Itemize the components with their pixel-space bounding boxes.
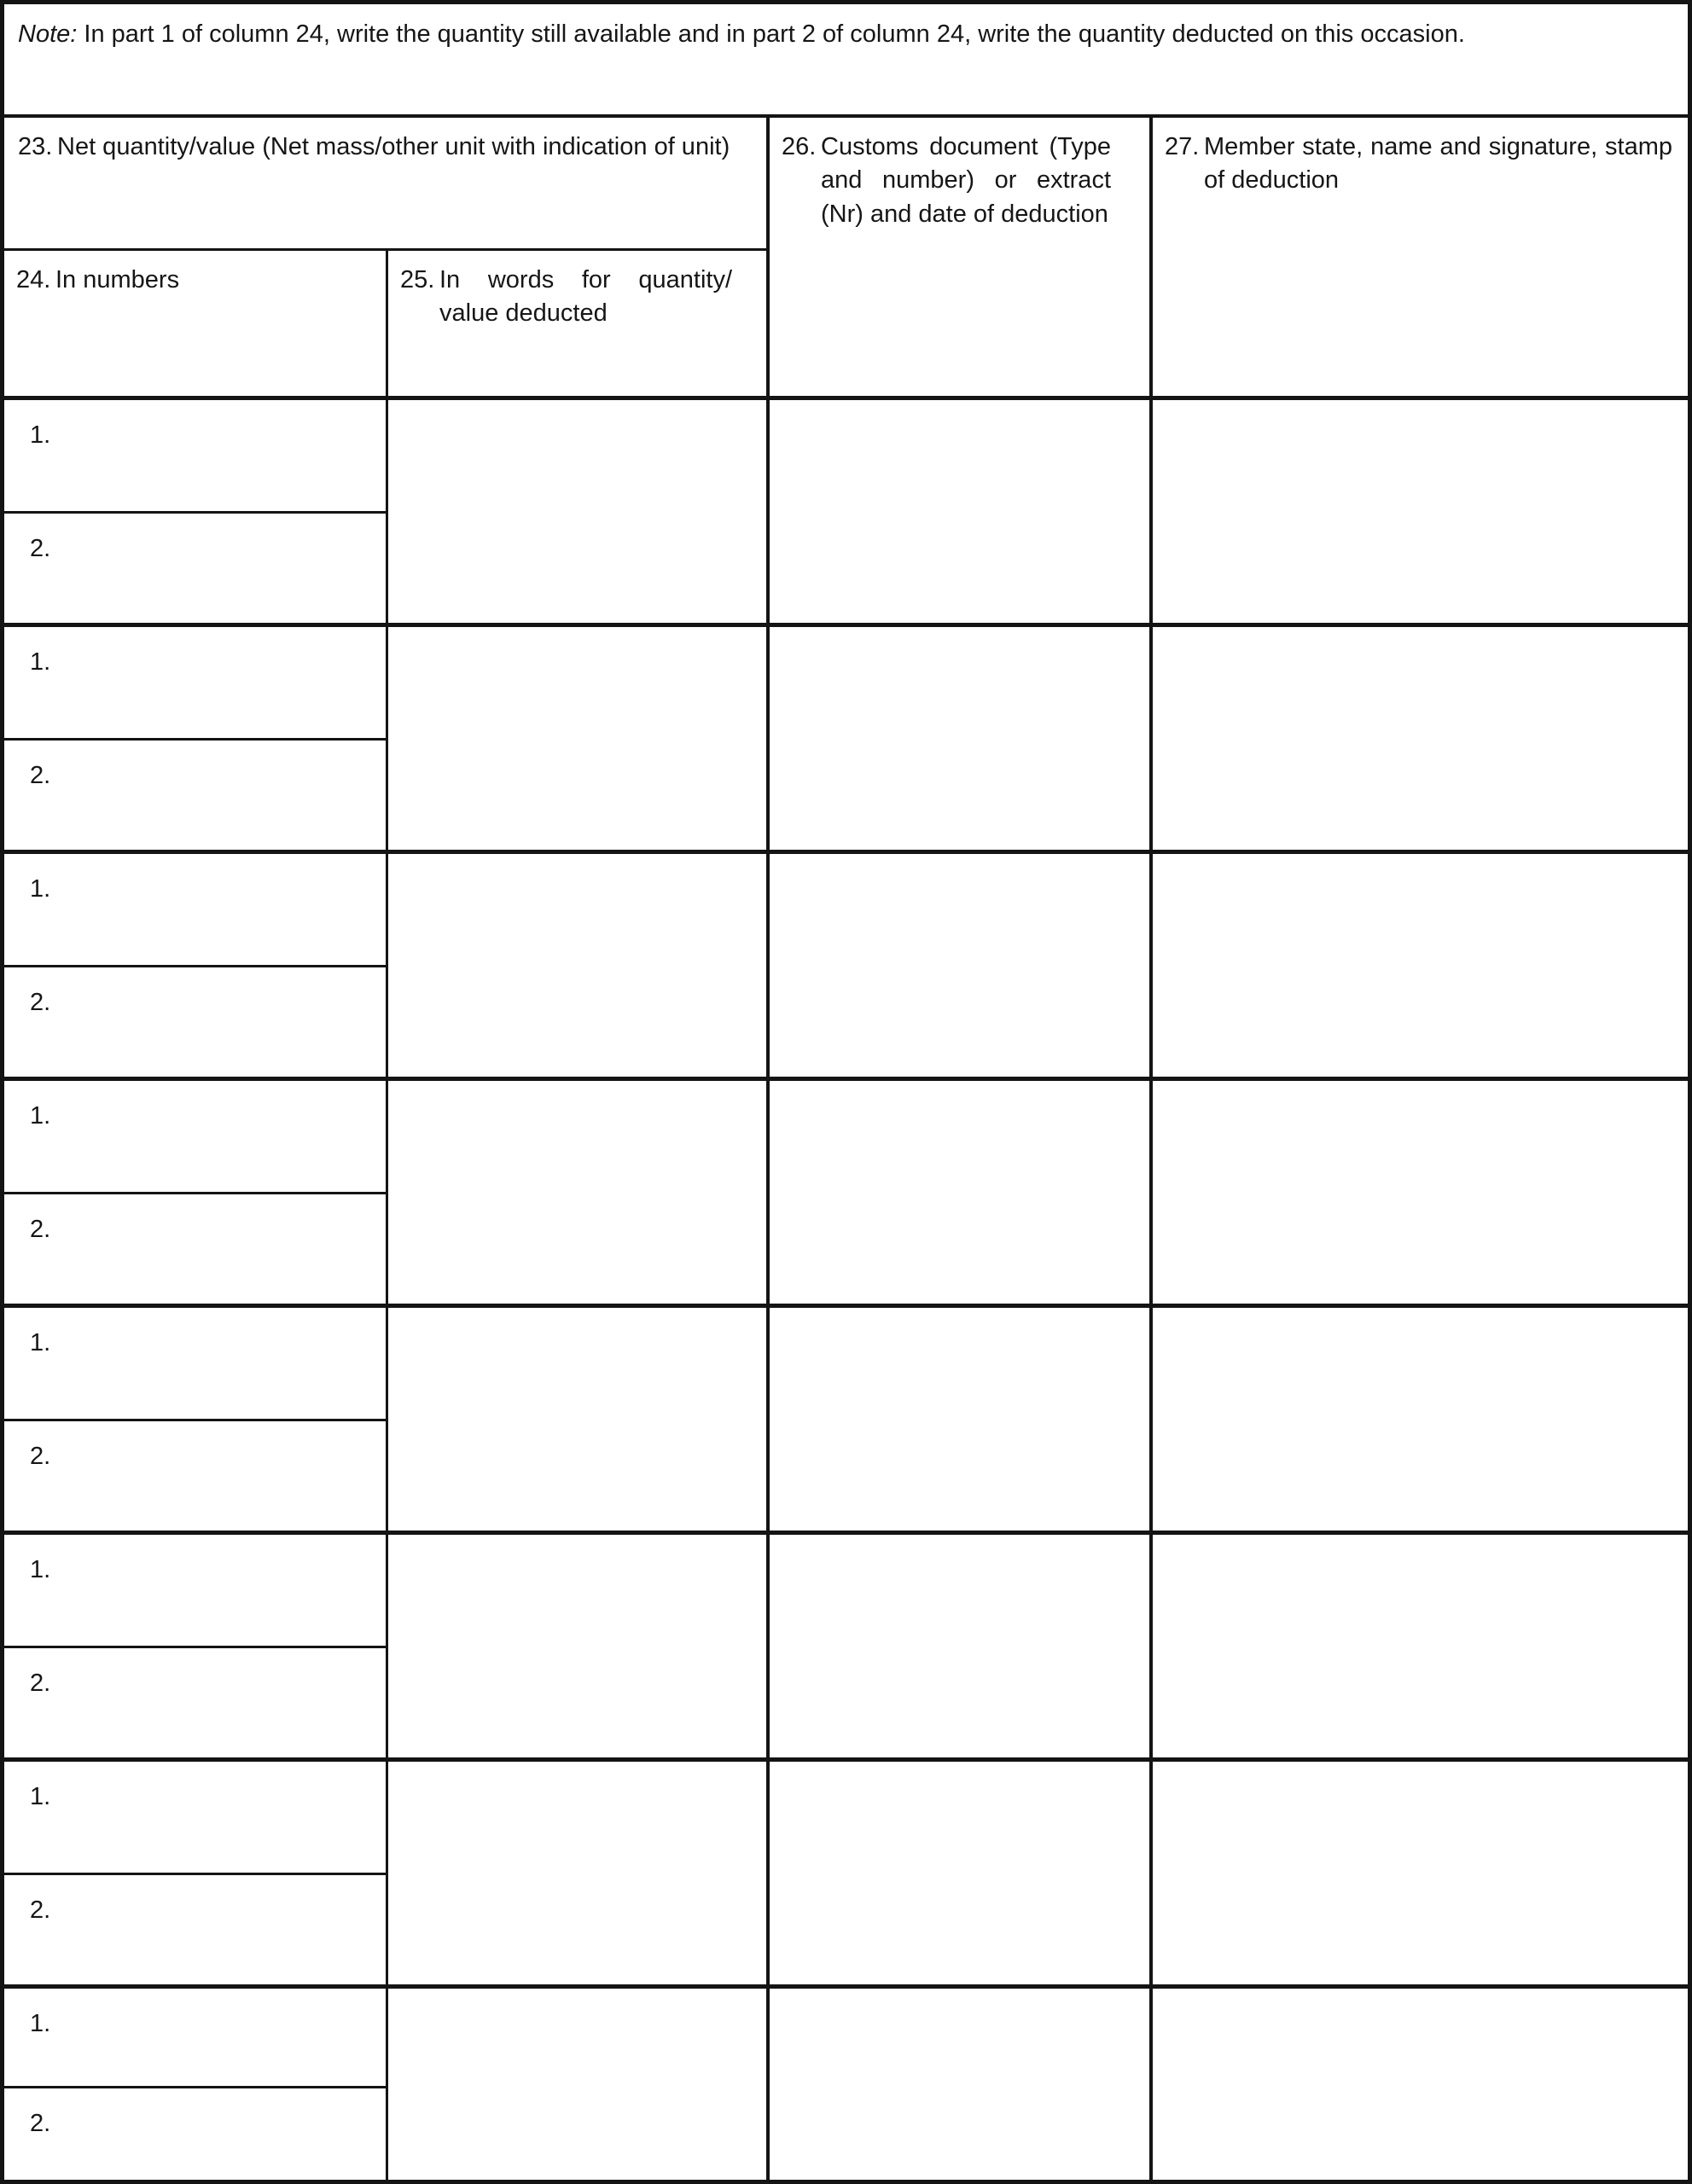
table-row-group-7 xyxy=(4,1762,1688,1989)
header-label-26: Customs document (Type and number) or extract (Nr) and date of deduction xyxy=(821,133,1111,228)
cell-24-part2[interactable] xyxy=(4,1421,388,1531)
header-label-27: Member state, name and signature, stamp of deduction xyxy=(1204,133,1672,195)
cell-27-member-state[interactable] xyxy=(1153,1535,1688,1757)
cell-25-in-words[interactable] xyxy=(388,400,770,623)
table-header xyxy=(4,118,1688,400)
cell-27-member-state[interactable] xyxy=(1153,1081,1688,1304)
cell-26-customs-document[interactable] xyxy=(770,627,1153,850)
cell-27-member-state[interactable] xyxy=(1153,1989,1688,2180)
cell-24-part1[interactable] xyxy=(4,1535,388,1648)
cell-24-part2[interactable] xyxy=(4,741,388,850)
cell-24-part1[interactable] xyxy=(4,1308,388,1421)
cell-24-part2[interactable] xyxy=(4,1875,388,1984)
table-row-group-5 xyxy=(4,1308,1688,1535)
cell-26-customs-document[interactable] xyxy=(770,1762,1153,1984)
part1-label: 1. xyxy=(30,421,51,449)
header-label-25: In words for quantity/ value deducted xyxy=(439,266,732,328)
header-number-26: 26. xyxy=(782,133,817,160)
cell-27-member-state[interactable] xyxy=(1153,1762,1688,1984)
header-label-24: In numbers xyxy=(55,266,180,293)
note-prefix: Note: xyxy=(18,20,78,48)
cell-26-customs-document[interactable] xyxy=(770,1308,1153,1531)
cell-26-customs-document[interactable] xyxy=(770,1989,1153,2180)
table-row-group-4 xyxy=(4,1081,1688,1308)
header-cell-net-quantity-23 xyxy=(4,118,770,251)
note-row xyxy=(4,4,1688,118)
table-row-group-3 xyxy=(4,854,1688,1081)
cell-24-part1[interactable] xyxy=(4,854,388,967)
cell-24-part2[interactable] xyxy=(4,2088,388,2180)
cell-25-in-words[interactable] xyxy=(388,1308,770,1531)
part1-label: 1. xyxy=(30,1102,51,1130)
part2-label: 2. xyxy=(30,762,51,789)
cell-25-in-words[interactable] xyxy=(388,1762,770,1984)
cell-27-member-state[interactable] xyxy=(1153,627,1688,850)
cell-25-in-words[interactable] xyxy=(388,627,770,850)
cell-26-customs-document[interactable] xyxy=(770,400,1153,623)
cell-25-in-words[interactable] xyxy=(388,1535,770,1757)
part1-label: 1. xyxy=(30,648,51,676)
cell-27-member-state[interactable] xyxy=(1153,1308,1688,1531)
part2-label: 2. xyxy=(30,1670,51,1697)
table-row-group-6 xyxy=(4,1535,1688,1762)
cell-24-part1[interactable] xyxy=(4,1762,388,1875)
part2-label: 2. xyxy=(30,1443,51,1470)
part1-label: 1. xyxy=(30,875,51,903)
cell-26-customs-document[interactable] xyxy=(770,1081,1153,1304)
part1-label: 1. xyxy=(30,1783,51,1810)
header-label-23: Net quantity/value (Net mass/other unit with indication of unit) xyxy=(57,133,730,160)
header-number-27: 27. xyxy=(1165,133,1200,160)
table-row-group-8 xyxy=(4,1989,1688,2184)
cell-25-in-words[interactable] xyxy=(388,1081,770,1304)
part2-label: 2. xyxy=(30,535,51,562)
cell-24-part1[interactable] xyxy=(4,1081,388,1194)
cell-25-in-words[interactable] xyxy=(388,1989,770,2180)
cell-26-customs-document[interactable] xyxy=(770,1535,1153,1757)
header-cell-member-state-27 xyxy=(1153,118,1688,396)
cell-24-part1[interactable] xyxy=(4,1989,388,2088)
cell-24-part1[interactable] xyxy=(4,627,388,741)
table-row-group-1 xyxy=(4,400,1688,627)
part1-label: 1. xyxy=(30,1556,51,1583)
cell-24-part2[interactable] xyxy=(4,514,388,623)
header-number-23: 23. xyxy=(18,133,53,160)
part2-label: 2. xyxy=(30,1896,51,1924)
cell-24-part2[interactable] xyxy=(4,1194,388,1304)
header-cell-customs-document-26 xyxy=(770,118,1153,396)
cell-27-member-state[interactable] xyxy=(1153,400,1688,623)
part1-label: 1. xyxy=(30,2010,51,2037)
header-number-25: 25. xyxy=(400,266,435,293)
cell-24-part2[interactable] xyxy=(4,967,388,1077)
header-number-24: 24. xyxy=(16,266,51,293)
cell-25-in-words[interactable] xyxy=(388,854,770,1077)
cell-24-part1[interactable] xyxy=(4,400,388,514)
part2-label: 2. xyxy=(30,2110,51,2137)
cell-27-member-state[interactable] xyxy=(1153,854,1688,1077)
cell-26-customs-document[interactable] xyxy=(770,854,1153,1077)
table-row-group-2 xyxy=(4,627,1688,854)
header-cell-in-numbers-24 xyxy=(4,251,388,396)
cell-24-part2[interactable] xyxy=(4,1648,388,1757)
part2-label: 2. xyxy=(30,1216,51,1243)
part1-label: 1. xyxy=(30,1329,51,1356)
note-text: In part 1 of column 24, write the quantity still available and in part 2 of column 24, write the quantity deducted on this occasion. xyxy=(84,20,1465,48)
part2-label: 2. xyxy=(30,989,51,1016)
header-cell-in-words-25 xyxy=(388,251,770,396)
